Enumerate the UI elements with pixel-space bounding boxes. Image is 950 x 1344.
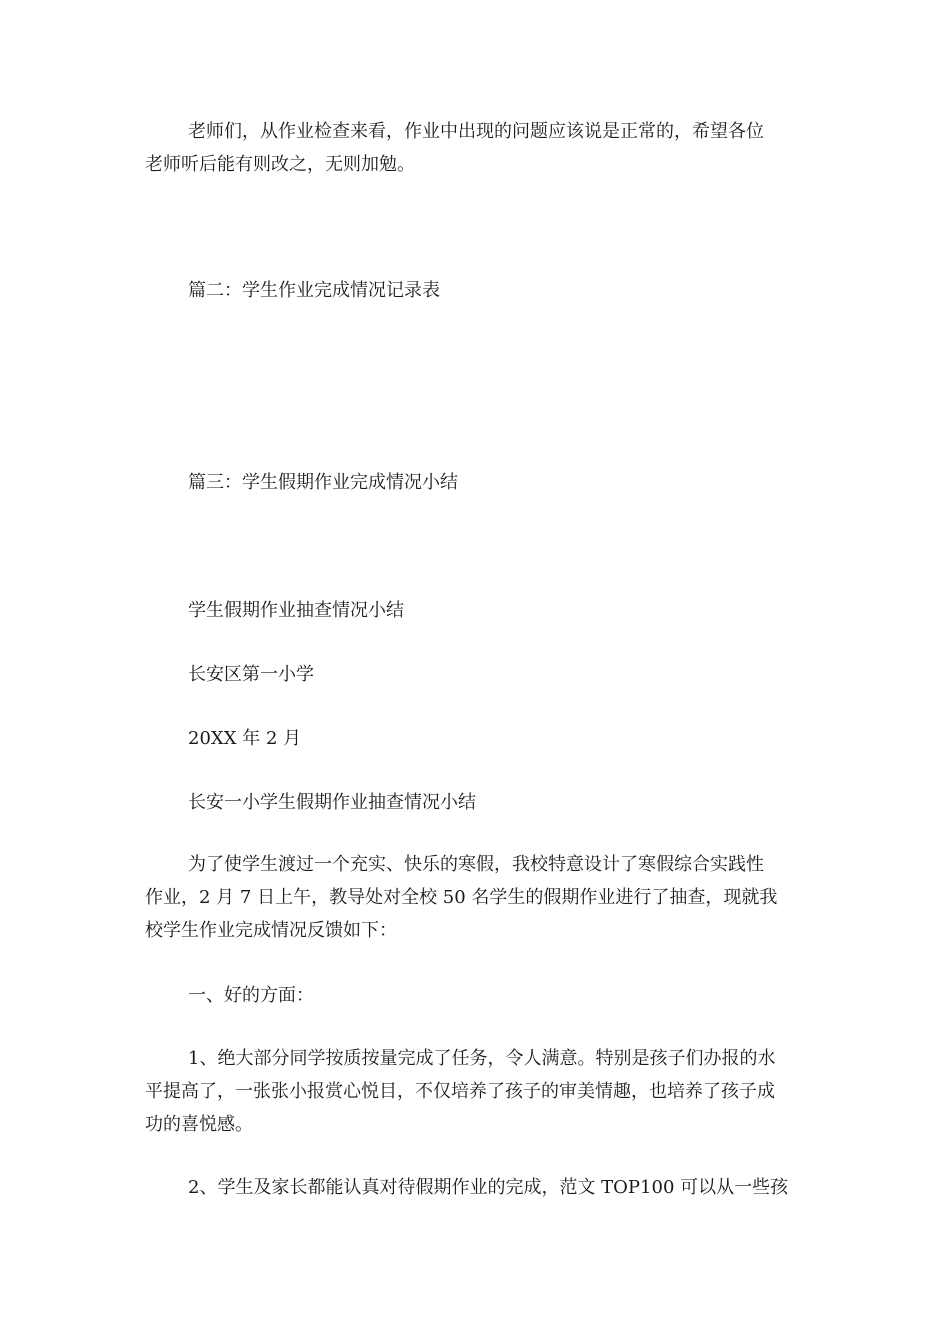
- report-title: 学生假期作业抽查情况小结: [188, 600, 404, 621]
- report-date: 20XX 年 2 月: [188, 728, 302, 749]
- item-two-line-1: 2、学生及家长都能认真对待假期作业的完成，范文 TOP100 可以从一些孩: [188, 1177, 789, 1198]
- item-one-line-3: 功的喜悦感。: [145, 1114, 253, 1135]
- intro-paragraph-line-1: 为了使学生渡过一个充实、快乐的寒假，我校特意设计了寒假综合实践性: [188, 854, 764, 875]
- item-one-line-2: 平提高了，一张张小报赏心悦目，不仅培养了孩子的审美情趣，也培养了孩子成: [145, 1081, 775, 1102]
- report-subtitle: 长安一小学生假期作业抽查情况小结: [188, 792, 476, 813]
- section-good-aspects: 一、好的方面：: [188, 985, 314, 1006]
- intro-paragraph-line-2: 作业，2 月 7 日上午，教导处对全校 50 名学生的假期作业进行了抽查，现就我: [145, 887, 778, 908]
- paragraph-teachers-line-1: 老师们，从作业检查来看，作业中出现的问题应该说是正常的，希望各位: [188, 121, 764, 142]
- paragraph-teachers-line-2: 老师听后能有则改之，无则加勉。: [145, 154, 415, 175]
- item-one-line-1: 1、绝大部分同学按质按量完成了任务，令人满意。特别是孩子们办报的水: [188, 1048, 776, 1069]
- school-name: 长安区第一小学: [188, 664, 314, 685]
- section-heading-part-three: 篇三：学生假期作业完成情况小结: [188, 472, 458, 493]
- intro-paragraph-line-3: 校学生作业完成情况反馈如下：: [145, 920, 397, 941]
- section-heading-part-two: 篇二：学生作业完成情况记录表: [188, 280, 440, 301]
